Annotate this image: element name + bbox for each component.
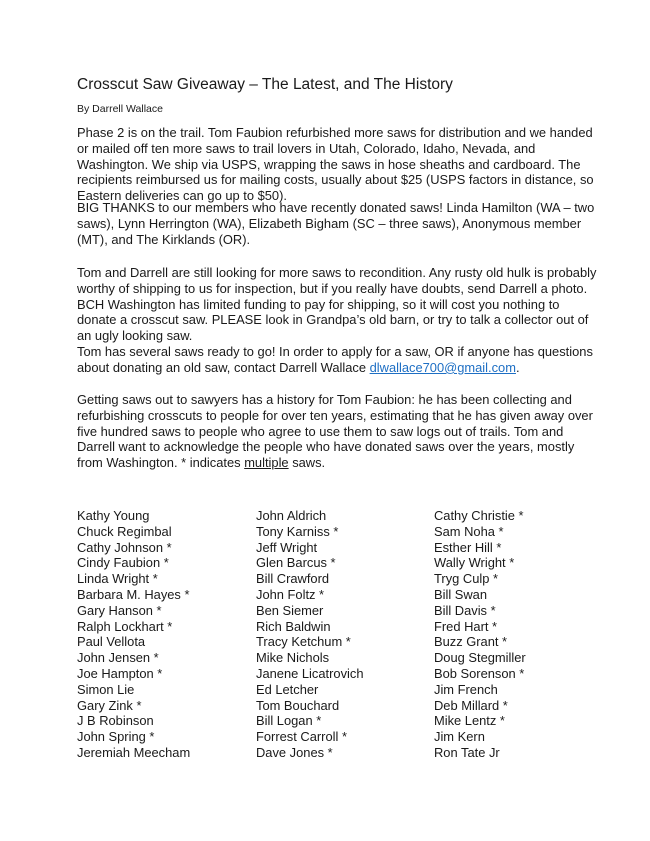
donor-name: Bill Swan — [434, 586, 488, 602]
donor-name: Ben Siemer — [256, 602, 324, 618]
donor-name: J B Robinson — [77, 713, 154, 729]
donor-name: Joe Hampton * — [77, 665, 163, 681]
donor-list — [77, 508, 617, 761]
donor-name: Gary Hanson * — [77, 602, 162, 618]
underlined-word: multiple — [244, 455, 289, 471]
donor-name: Jim French — [434, 681, 498, 697]
donor-name: Bill Crawford — [256, 571, 330, 587]
donor-name: Esther Hill * — [434, 539, 502, 555]
donor-name: Kathy Young — [77, 508, 150, 523]
donor-name: Bill Logan * — [256, 713, 322, 729]
donor-name: John Foltz * — [256, 586, 325, 602]
donor-name: Tracy Ketchum * — [256, 634, 351, 650]
donor-name: Cathy Christie * — [434, 508, 524, 523]
donor-name: Cathy Johnson * — [77, 539, 172, 555]
article-title: Crosscut Saw Giveaway – The Latest, and The History — [77, 76, 453, 93]
donor-name: Ron Tate Jr — [434, 744, 500, 760]
donor-name: Gary Zink * — [77, 697, 142, 713]
paragraph-thanks: BIG THANKS to our members who have recently donated saws! Linda Hamilton (WA – two saws), Lynn Herrington (WA), Elizabeth Bigham (SC – three saws), Anonymous member (MT), and The Kirklands (OR). — [77, 200, 595, 247]
paragraph-looking-for-saws: Tom and Darrell are still looking for more saws to recondition. Any rusty old hulk is probably worthy of shipping to us for inspection, but if you really have doubts, send Darrell a photo. BCH Washington has limited funding to pay for shipping, so it will cost you nothing to donate a crosscut saw. PLEASE look in Grandpa’s old barn, or try to talk a collector out of an ugly looking saw. — [77, 265, 597, 344]
email-link[interactable]: dlwallace700@gmail.com — [369, 359, 516, 375]
donor-name: Deb Millard * — [434, 697, 508, 713]
donor-name: Tryg Culp * — [434, 571, 498, 587]
donor-name: Janene Licatrovich — [256, 665, 364, 681]
donor-name: Glen Barcus * — [256, 555, 336, 571]
donor-name: Fred Hart * — [434, 618, 498, 634]
donor-name: John Jensen * — [77, 650, 159, 666]
donor-name: Tony Karniss * — [256, 523, 339, 539]
contact-text-end: . — [515, 359, 520, 375]
donor-name: Linda Wright * — [77, 571, 158, 587]
donor-name: Ed Letcher — [256, 681, 319, 697]
donor-name: Wally Wright * — [434, 555, 515, 571]
article-byline: By Darrell Wallace — [77, 103, 163, 115]
donor-name: Cindy Faubion * — [77, 555, 169, 571]
donor-name: Ralph Lockhart * — [77, 618, 173, 634]
donor-name: Sam Noha * — [434, 523, 504, 539]
donor-column-3 — [434, 508, 614, 761]
history-text: Getting saws out to sawyers has a history for Tom Faubion: he has been collecting and refurbishing crosscuts to people for over ten years, estimating that he has given away over five hundred saws to people who agree to use them to saw logs out of trails. Tom and Darrell want to acknowledge the people who have donated saws over the years, mostly from Washington. * indicates — [77, 392, 593, 471]
donor-name: Simon Lie — [77, 681, 135, 697]
donor-name: Mike Lentz * — [434, 713, 505, 729]
donor-name: Tom Bouchard — [256, 697, 340, 713]
donor-name: Buzz Grant * — [434, 634, 508, 650]
paragraph-contact — [77, 344, 597, 376]
donor-column-1 — [77, 508, 256, 761]
donor-name: Bob Sorenson * — [434, 665, 525, 681]
paragraph-history — [77, 392, 597, 471]
donor-name: Chuck Regimbal — [77, 523, 172, 539]
donor-name: Doug Stegmiller — [434, 650, 526, 666]
contact-text: Tom has several saws ready to go! In order to apply for a saw, OR if anyone has questions about donating an old saw, contact Darrell Wallace — [77, 344, 593, 375]
history-text-end: saws. — [288, 455, 326, 471]
donor-name: Bill Davis * — [434, 602, 496, 618]
donor-name: Mike Nichols — [256, 650, 330, 666]
donor-column-2 — [256, 508, 434, 761]
donor-name: Forrest Carroll * — [256, 729, 347, 745]
donor-name: Dave Jones * — [256, 744, 333, 760]
donor-name: John Aldrich — [256, 508, 327, 523]
donor-name: Rich Baldwin — [256, 618, 331, 634]
donor-name: Jeremiah Meecham — [77, 744, 191, 760]
donor-name: Jim Kern — [434, 729, 485, 745]
donor-name: Paul Vellota — [77, 634, 146, 650]
paragraph-phase-2: Phase 2 is on the trail. Tom Faubion refurbished more saws for distribution and we handed or mailed off ten more saws to trail lovers in Utah, Colorado, Idaho, Nevada, and Washington. We ship via USPS, wrapping the saws in hose sheaths and cardboard. The recipients reimbursed us for mailing costs, usually about $25 (USPS factors in distance, so Eastern deliveries can go up to $50). — [77, 125, 594, 204]
donor-name: John Spring * — [77, 729, 155, 745]
donor-name: Barbara M. Hayes * — [77, 586, 190, 602]
donor-name: Jeff Wright — [256, 539, 318, 555]
